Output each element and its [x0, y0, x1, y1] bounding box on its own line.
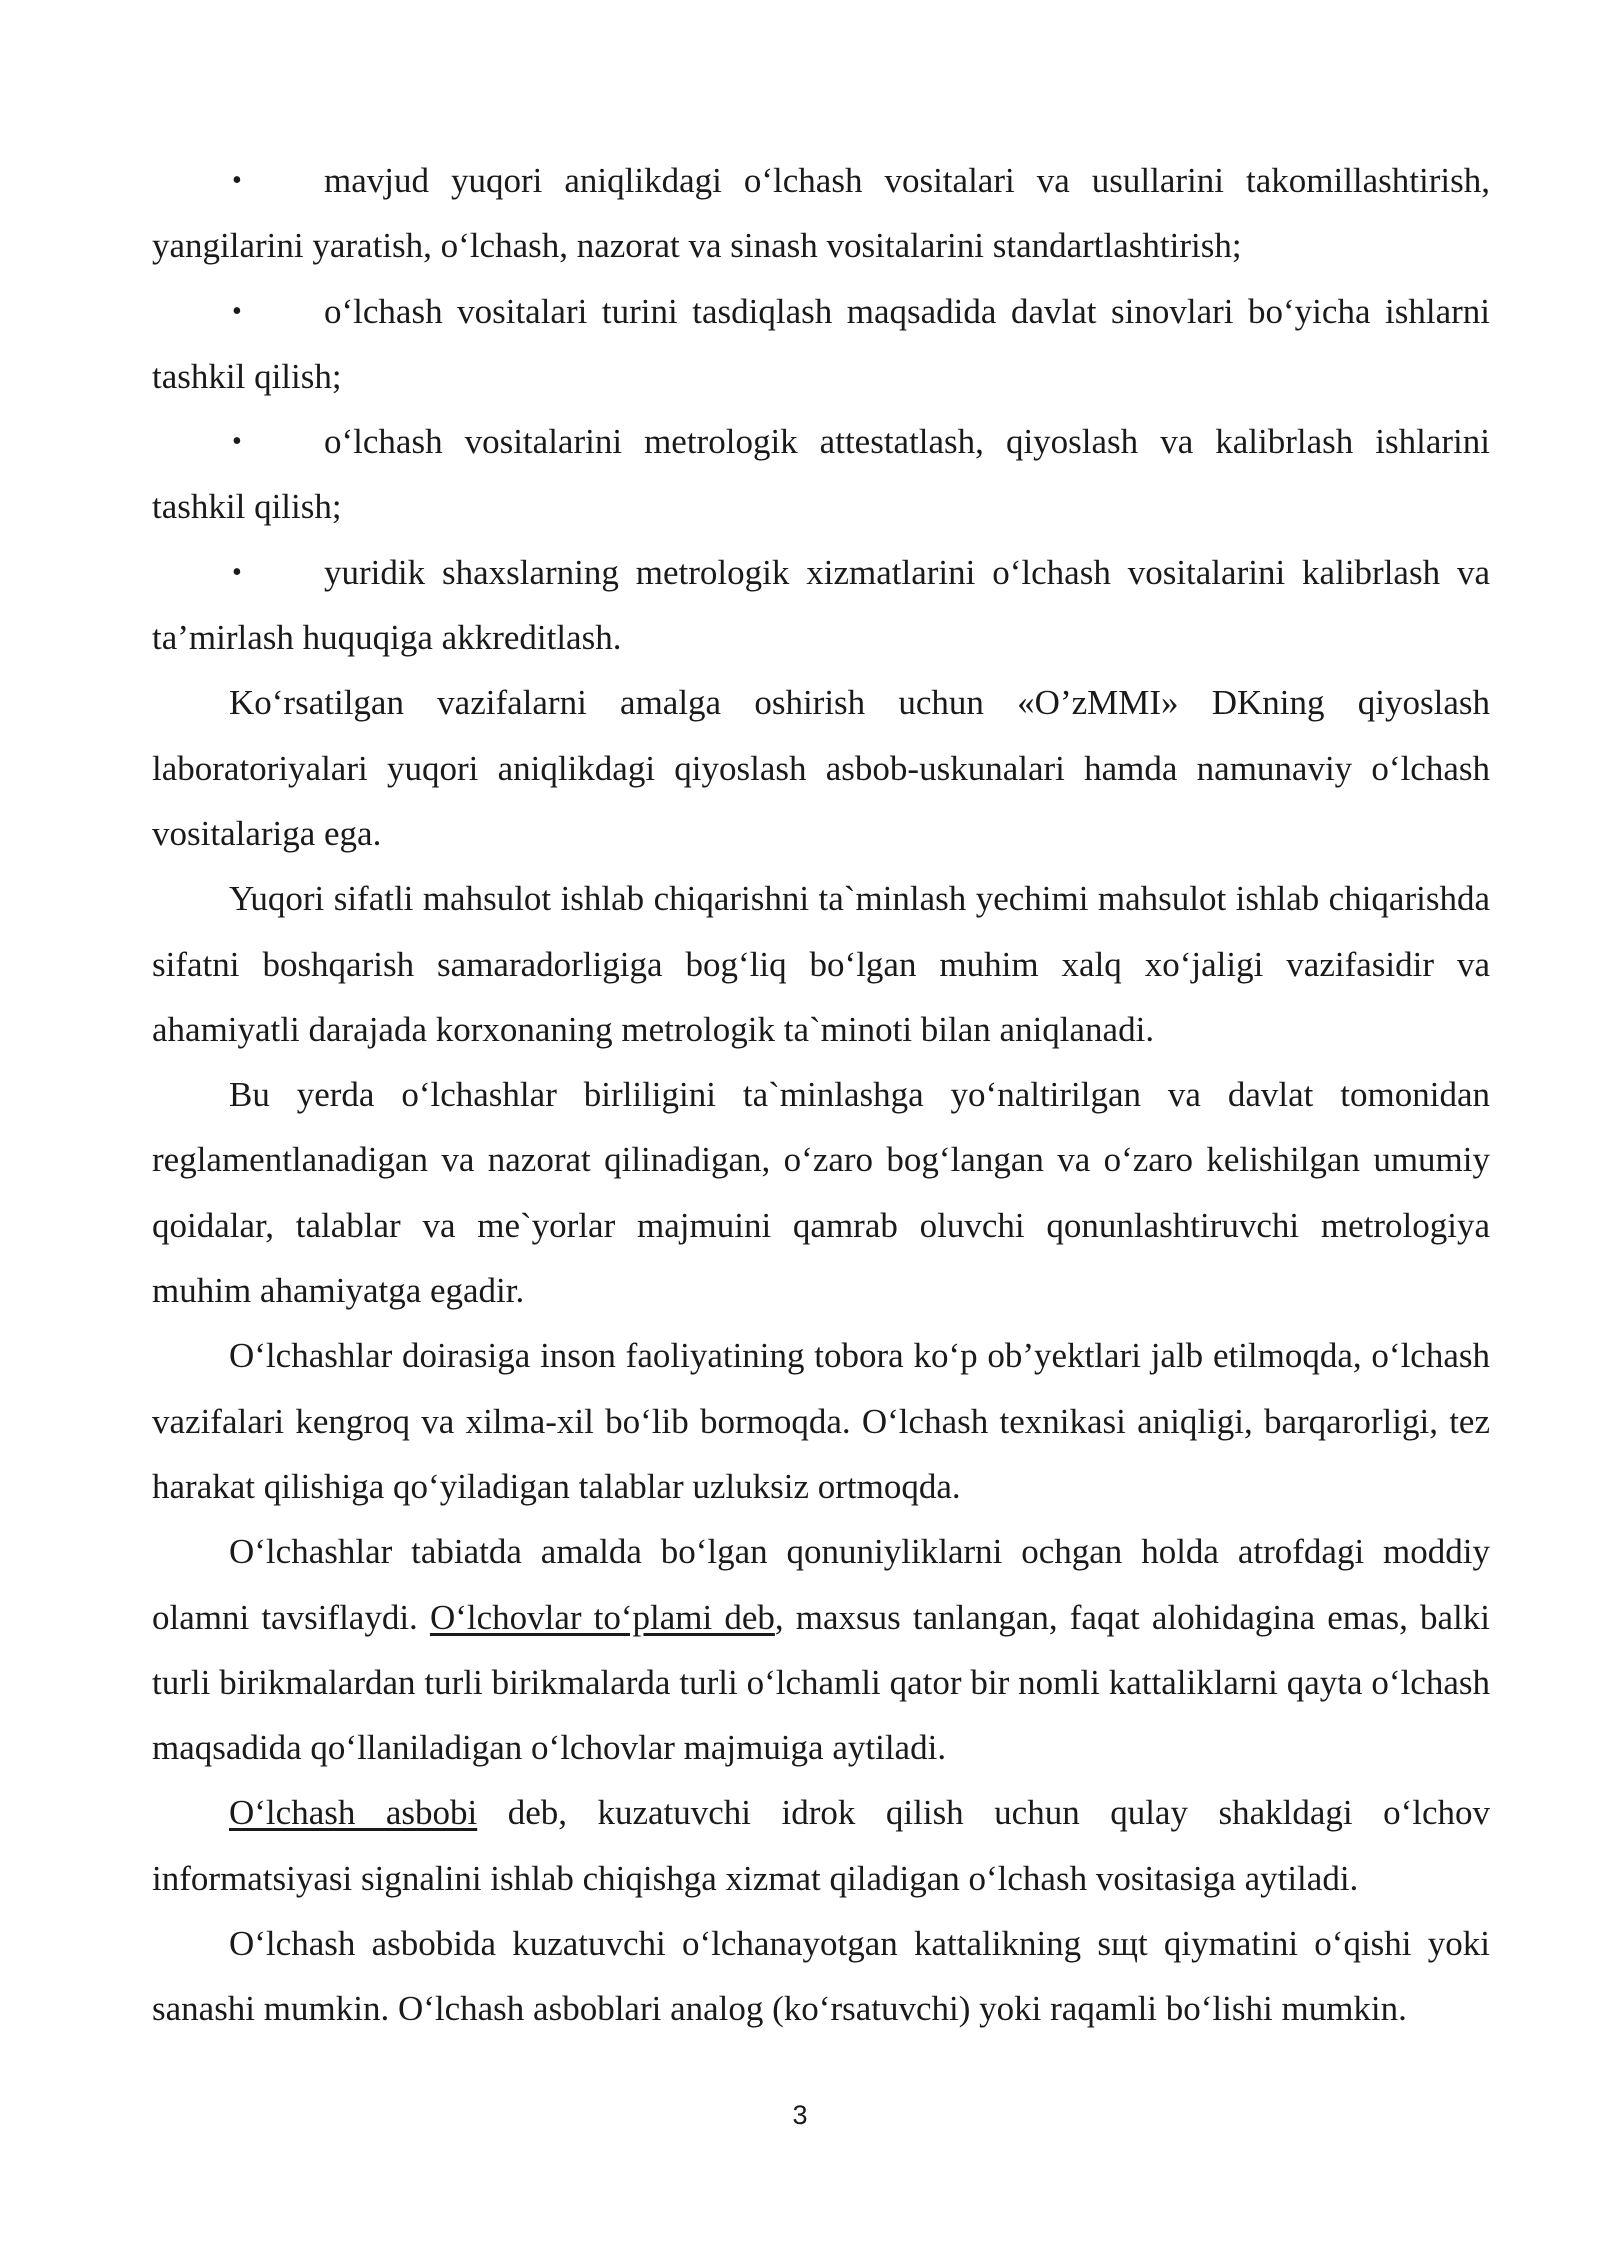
paragraph-text: deb, kuzatuvchi idrok qilish uchun qulay shakldagi o‘lchov informatsiyasi signalini ishlab chiqishga xizmat qiladigan o‘lchash vositasiga aytiladi. [152, 1793, 1490, 1898]
list-item [152, 279, 1490, 410]
page-number: 3 [792, 2100, 808, 2130]
page-body [152, 148, 1490, 2042]
list-item [152, 409, 1490, 540]
bullet-icon: • [232, 295, 242, 327]
list-item-text: yuridik shaxslarning metrologik xizmatlarini o‘lchash vositalarini kalibrlash va ta’mirlash huquqiga akkreditlash. [152, 552, 1490, 658]
bullet-icon: • [232, 556, 242, 588]
task-list [152, 148, 1490, 670]
list-item-text: o‘lchash vositalarini metrologik attestatlash, qiyoslash va kalibrlash ishlarini tashkil qilish; [152, 422, 1490, 527]
paragraph-text: , maxsus tanlangan, faqat alohidagina emas, balki turli birikmalardan turli birikmalarda turli o‘lchamli qator bir nomli kattaliklarni qayta o‘lchash maqsadida qo‘llaniladigan o‘lchovlar majmuiga aytiladi. [152, 1597, 1490, 1768]
list-item [152, 148, 1490, 279]
bullet-icon: • [232, 165, 242, 196]
bullet-icon: • [232, 426, 242, 458]
list-item-text: mavjud yuqori aniqlikdagi o‘lchash vositalari va usullarini takomillashtirish, yangilarini yaratish, o‘lchash, nazorat va sinash vositalarini standartlashtirish; [152, 161, 1490, 266]
underlined-term: O‘lchash asbobi [229, 1793, 478, 1833]
list-item [152, 540, 1490, 671]
paragraph: Bu yerda o‘lchashlar birliligini ta`minlashga yo‘naltirilgan va davlat tomonidan reglamentlanadigan va nazorat qilinadigan, o‘zaro bog‘langan va o‘zaro kelishilgan umumiy qoidalar, talablar va me`yorlar majmuini qamrab oluvchi qonunlashtiruvchi metrologiya muhim ahamiyatga egadir. [152, 1075, 1490, 1311]
paragraph [152, 1780, 1490, 1911]
underlined-term: O‘lchovlar to‘plami deb [429, 1597, 775, 1637]
paragraph: O‘lchashlar doirasiga inson faoliyatining tobora ko‘p ob’yektlari jalb etilmoqda, o‘lchash vazifalari kengroq va xilma-xil bo‘lib bormoqda. O‘lchash texnikasi aniqligi, barqarorligi, tez harakat qilishiga qo‘yiladigan talablar uzluksiz ortmoqda. [152, 1336, 1490, 1506]
paragraph-text: O‘lchashlar tabiatda amalda bo‘lgan qonuniyliklarni ochgan holda atrofdagi moddiy olamni tavsiflaydi. [152, 1532, 1490, 1637]
paragraph: Ko‘rsatilgan vazifalarni amalga oshirish uchun «O’zMMI» DKning qiyoslash laboratoriyalari yuqori aniqlikdagi qiyoslash asbob-uskunalari hamda namunaviy o‘lchash vositalariga ega. [152, 683, 1490, 853]
paragraph: Yuqori sifatli mahsulot ishlab chiqarishni ta`minlash yechimi mahsulot ishlab chiqarishda sifatni boshqarish samaradorligiga bog‘liq bo‘lgan muhim xalq xo‘jaligi vazifasidir va ahamiyatli darajada korxonaning metrologik ta`minoti bilan aniqlanadi. [152, 879, 1490, 1049]
paragraph [152, 1519, 1490, 1780]
list-item-text: o‘lchash vositalari turini tasdiqlash maqsadida davlat sinovlari bo‘yicha ishlarni tashkil qilish; [152, 291, 1490, 396]
paragraph: O‘lchash asbobida kuzatuvchi o‘lchanayotgan kattalikning sщt qiymatini o‘qishi yoki sanashi mumkin. O‘lchash asboblari analog (ko‘rsatuvchi) yoki raqamli bo‘lishi mumkin. [152, 1924, 1490, 2029]
